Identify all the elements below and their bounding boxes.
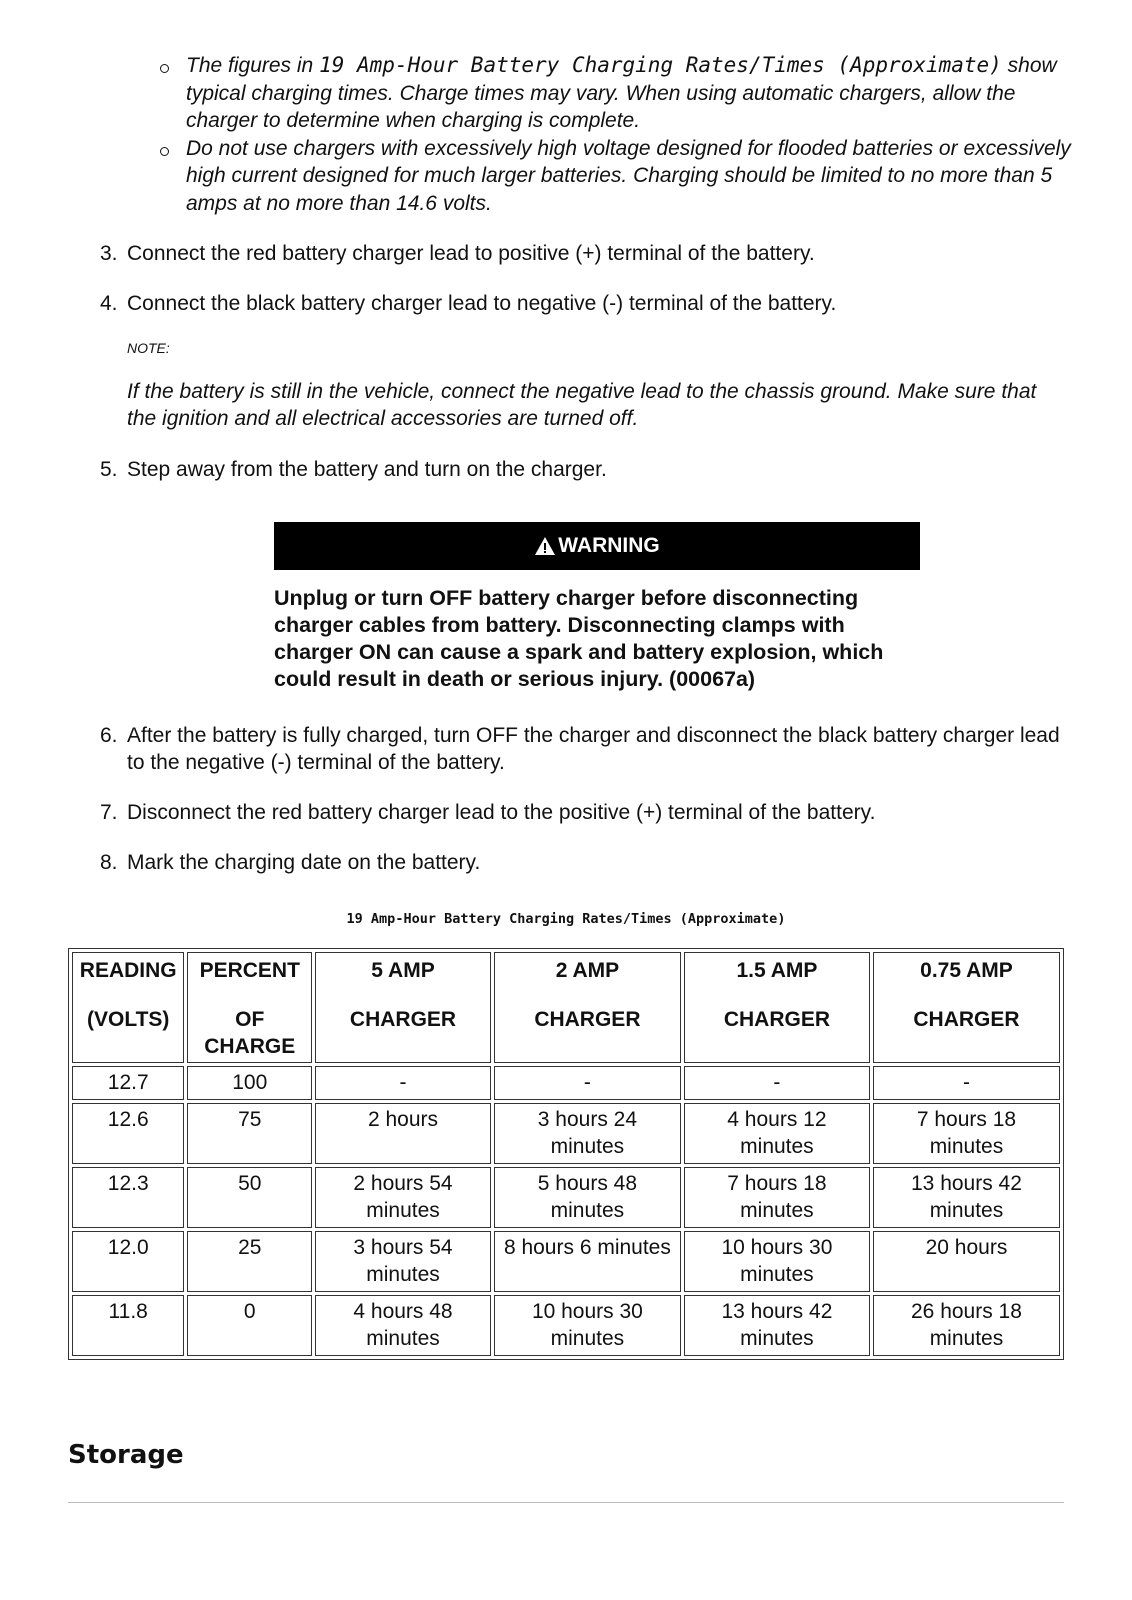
step-5: 5. Step away from the battery and turn on the charger. bbox=[100, 458, 607, 481]
table-row bbox=[72, 1167, 1060, 1228]
table-cell: 26 hours 18 minutes bbox=[873, 1295, 1060, 1356]
header-percent: PERCENT OF CHARGE bbox=[187, 952, 312, 1063]
table-reference-link[interactable]: 19 Amp-Hour Battery Charging Rates/Times (Approximate) bbox=[319, 53, 1002, 77]
table-cell: 5 hours 48 minutes bbox=[494, 1167, 681, 1228]
header-0-75-amp: 0.75 AMP CHARGER bbox=[873, 952, 1060, 1063]
charging-rates-table bbox=[68, 948, 1064, 1360]
header-2-amp: 2 AMP CHARGER bbox=[494, 952, 681, 1063]
table-cell: - bbox=[873, 1066, 1060, 1100]
warning-title: WARNING bbox=[558, 534, 660, 557]
table-row bbox=[72, 1103, 1060, 1164]
warning-banner bbox=[274, 522, 920, 570]
table-row bbox=[72, 1231, 1060, 1292]
table-cell: 12.0 bbox=[72, 1231, 184, 1292]
table-cell: 50 bbox=[187, 1167, 312, 1228]
table-header-row bbox=[72, 952, 1060, 1063]
table-cell: - bbox=[494, 1066, 681, 1100]
table-cell: 75 bbox=[187, 1103, 312, 1164]
table-cell: 2 hours 54 minutes bbox=[315, 1167, 491, 1228]
step-4: 4. Connect the black battery charger lead to negative (-) terminal of the battery. bbox=[100, 292, 837, 315]
note-text: If the battery is still in the vehicle, connect the negative lead to the chassis ground. Make sure that the ignition and all electrical accessories are turned off. bbox=[127, 380, 1037, 430]
table-cell: 10 hours 30 minutes bbox=[684, 1231, 870, 1292]
table-cell: 11.8 bbox=[72, 1295, 184, 1356]
bullet-charging-times: The figures in 19 Amp-Hour Battery Charging Rates/Times (Approximate) show typical charging times. Charge times may vary. When using automatic chargers, allow the charger to determine when charging is complete. bbox=[158, 52, 1078, 135]
table-cell: 13 hours 42 minutes bbox=[873, 1167, 1060, 1228]
step-8: 8. Mark the charging date on the battery. bbox=[100, 851, 481, 874]
header-reading: READING (VOLTS) bbox=[72, 952, 184, 1063]
table-cell: 4 hours 48 minutes bbox=[315, 1295, 491, 1356]
note-label: NOTE: bbox=[127, 340, 170, 356]
table-cell: 3 hours 54 minutes bbox=[315, 1231, 491, 1292]
step-3: 3. Connect the red battery charger lead to positive (+) terminal of the battery. bbox=[100, 242, 815, 265]
table-cell: 3 hours 24 minutes bbox=[494, 1103, 681, 1164]
table-cell: 12.7 bbox=[72, 1066, 184, 1100]
table-cell: 4 hours 12 minutes bbox=[684, 1103, 870, 1164]
table-cell: 0 bbox=[187, 1295, 312, 1356]
table-cell: 20 hours bbox=[873, 1231, 1060, 1292]
table-caption: 19 Amp-Hour Battery Charging Rates/Times (Approximate) bbox=[346, 911, 786, 927]
table-cell: 10 hours 30 minutes bbox=[494, 1295, 681, 1356]
step-6: 6. After the battery is fully charged, turn OFF the charger and disconnect the black battery charger lead to the negative (-) terminal of the battery. bbox=[100, 724, 1060, 774]
table-cell: 7 hours 18 minutes bbox=[684, 1167, 870, 1228]
table-cell: 7 hours 18 minutes bbox=[873, 1103, 1060, 1164]
step-7: 7. Disconnect the red battery charger lead to the positive (+) terminal of the battery. bbox=[100, 801, 876, 824]
section-divider bbox=[68, 1502, 1064, 1503]
table-row bbox=[72, 1295, 1060, 1356]
table-cell: 12.6 bbox=[72, 1103, 184, 1164]
warning-text: Unplug or turn OFF battery charger before disconnecting charger cables from battery. Disconnecting clamps with charger ON can cause a spark and battery explosion, which could result in death or serious injury. (00067a) bbox=[274, 586, 884, 691]
table-cell: 13 hours 42 minutes bbox=[684, 1295, 870, 1356]
warning-triangle-icon bbox=[534, 536, 556, 556]
section-heading-storage: Storage bbox=[68, 1440, 184, 1470]
table-row bbox=[72, 1066, 1060, 1100]
table-cell: 12.3 bbox=[72, 1167, 184, 1228]
table-cell: 25 bbox=[187, 1231, 312, 1292]
bullet-charger-limits: Do not use chargers with excessively high voltage designed for flooded batteries or excessively high current designed for much larger batteries. Charging should be limited to no more than 5 amps at no more than 14.6 volts. bbox=[158, 135, 1078, 218]
charging-notes-list bbox=[158, 52, 1078, 217]
table-cell: 8 hours 6 minutes bbox=[494, 1231, 681, 1292]
table-cell: - bbox=[684, 1066, 870, 1100]
table-cell: 100 bbox=[187, 1066, 312, 1100]
header-5-amp: 5 AMP CHARGER bbox=[315, 952, 491, 1063]
table-cell: - bbox=[315, 1066, 491, 1100]
table-cell: 2 hours bbox=[315, 1103, 491, 1164]
header-1-5-amp: 1.5 AMP CHARGER bbox=[684, 952, 870, 1063]
